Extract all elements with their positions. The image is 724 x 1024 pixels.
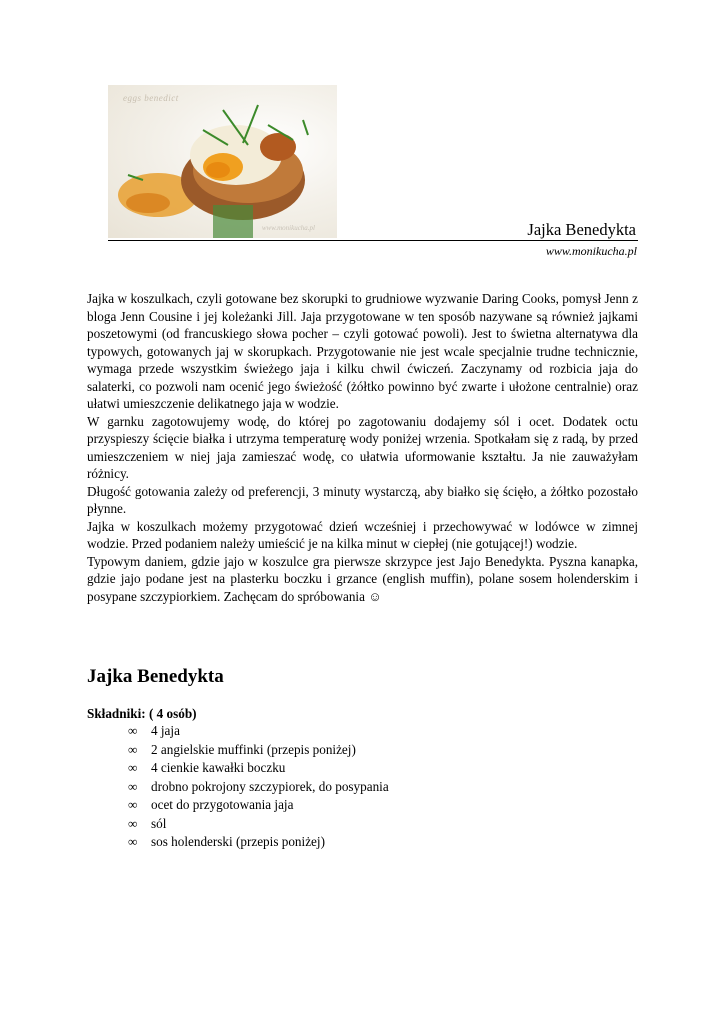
list-item <box>128 722 389 741</box>
ingredient-label: 2 angielskie muffinki (przepis poniżej) <box>151 741 356 757</box>
list-item <box>128 759 389 778</box>
list-item <box>128 833 389 852</box>
site-url[interactable]: www.monikucha.pl <box>545 244 637 258</box>
document-title: Jajka Benedykta <box>527 220 636 239</box>
ingredient-label: sól <box>151 815 167 831</box>
photo-caption: eggs benedict <box>123 93 179 103</box>
paragraph: W garnku zagotowujemy wodę, do której po zagotowaniu dodajemy sól i ocet. Dodatek octu przyspieszy ścięcie białka i utrzyma temperaturę wody poniżej wrzenia. Spotkałam się z radą, by przed umieszczeniem w niej jaja zamieszać wodę, co ułatwia uformowanie kształtu. Ja nie zauważyłam różnicy. <box>87 413 638 481</box>
bullet-icon: ∞ <box>128 797 138 812</box>
recipe-heading: Jajka Benedykta <box>87 666 224 687</box>
ingredients-list <box>128 722 389 852</box>
paragraph: Jajka w koszulkach, czyli gotowane bez skorupki to grudniowe wyzwanie Daring Cooks, pomysł Jenn z bloga Jenn Cousine i jej koleżanki Jill. Jaja przygotowane w ten sposób nazywane są również jajkami poszetowymi (od francuskiego słowa pocher – czyli gotować powoli). Jest to świetna alternatywa dla typowych, gotowanych jaj w skorupkach. Przygotowanie nie jest wcale specjalnie trudne technicznie, wymaga przede wszystkim świeżego jaja i kilku chwil ćwiczeń. Zaczynamy od rozbicia jaja do salaterki, co pozwoli nam ocenić jego świeżość (żółtko powinno być zwarte i ułożone centralnie) oraz ułatwi umieszczenie delikatnego jaja w wodzie. <box>87 291 638 411</box>
ingredient-label: ocet do przygotowania jaja <box>151 797 294 812</box>
photo-watermark: www.monikucha.pl <box>261 224 315 232</box>
eggs-benedict-photo <box>108 85 337 238</box>
list-item <box>128 815 389 834</box>
bullet-icon: ∞ <box>128 815 138 831</box>
paragraph: Typowym daniem, gdzie jajo w koszulce gra pierwsze skrzypce jest Jajo Benedykta. Pyszna kanapka, gdzie jajo podane jest na plasterku boczku i grzance (english muffin), polane sosem holenderskim i posypane szczypiorkiem. Zachęcam do spróbowania ☺ <box>87 553 638 604</box>
bullet-icon: ∞ <box>128 834 138 849</box>
ingredients-heading: Składniki: ( 4 osób) <box>87 706 197 721</box>
bullet-icon: ∞ <box>128 760 138 775</box>
ingredient-label: drobno pokrojony szczypiorek, do posypania <box>151 778 389 794</box>
ingredient-label: sos holenderski (przepis poniżej) <box>151 834 325 849</box>
header-photo <box>108 85 337 238</box>
list-item <box>128 741 389 760</box>
title-divider <box>108 240 638 241</box>
list-item <box>128 796 389 815</box>
bullet-icon: ∞ <box>128 741 138 757</box>
ingredient-label: 4 jaja <box>151 723 180 738</box>
intro-text <box>87 290 638 605</box>
bullet-icon: ∞ <box>128 723 138 738</box>
list-item <box>128 778 389 797</box>
paragraph: Długość gotowania zależy od preferencji, 3 minuty wystarczą, aby białko się ścięło, a żółtko pozostało płynne. <box>87 483 638 516</box>
ingredient-label: 4 cienkie kawałki boczku <box>151 760 286 775</box>
paragraph: Jajka w koszulkach możemy przygotować dzień wcześniej i przechowywać w lodówce w zimnej wodzie. Przed podaniem należy umieścić je na kilka minut w ciepłej (nie gotującej!) wodzie. <box>87 518 638 551</box>
bullet-icon: ∞ <box>128 778 138 794</box>
